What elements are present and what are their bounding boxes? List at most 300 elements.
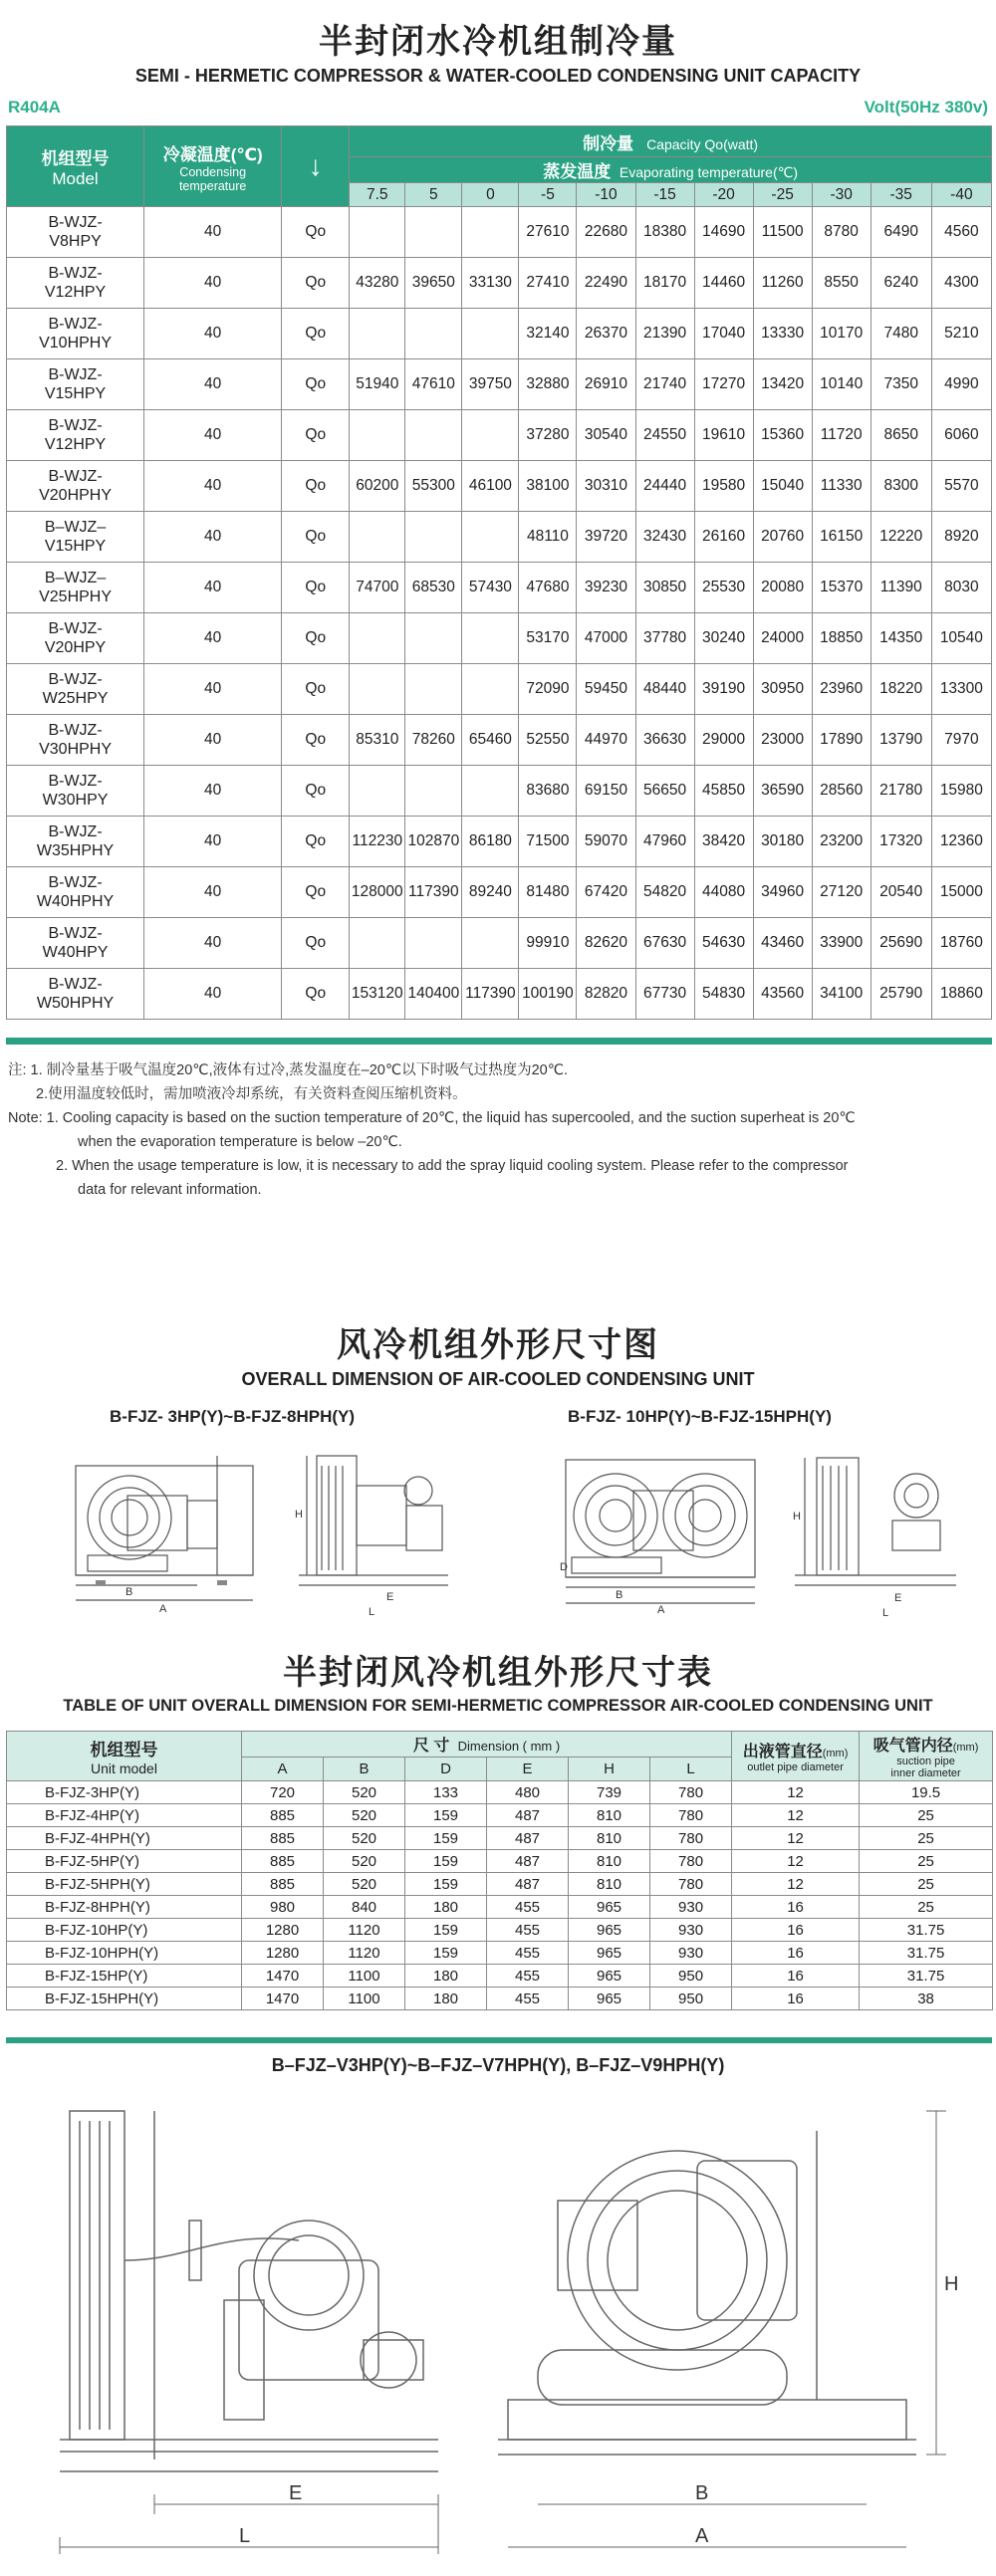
dimension-table-title-en: TABLE OF UNIT OVERALL DIMENSION FOR SEMI-HERMETIC COMPRESSOR AIR-COOLED CONDENSING UNIT	[63, 1697, 933, 1715]
outlet-diameter-cell: 12	[732, 1850, 860, 1873]
capacity-cell: 100190	[519, 969, 577, 1020]
dimension-cell: 885	[242, 1850, 324, 1873]
capacity-cell: 81480	[519, 867, 577, 918]
large-unit-front-drawing	[556, 1446, 765, 1615]
condensing-temp-cell: 40	[144, 715, 282, 766]
evap-temp: -10	[577, 183, 635, 207]
dimension-drawing-title-cn: 风冷机组外形尺寸图	[337, 1325, 659, 1365]
capacity-cell: 18760	[931, 918, 991, 969]
dim-a-label: A	[695, 2525, 709, 2547]
model-cell: B-WJZ- V15HPY	[7, 359, 144, 410]
dimension-cell: 455	[487, 1965, 569, 1988]
condensing-temp-cell: 40	[144, 410, 282, 461]
capacity-cell: 26160	[694, 512, 753, 563]
voltage-label: Volt(50Hz 380v)	[864, 98, 988, 117]
qo-cell: Qo	[282, 461, 350, 512]
capacity-cell: 43560	[753, 969, 812, 1020]
condensing-temp-cell: 40	[144, 207, 282, 258]
qo-cell: Qo	[282, 715, 350, 766]
suction-diameter-cell: 31.75	[860, 1919, 993, 1942]
capacity-cell: 15360	[753, 410, 812, 461]
qo-cell: Qo	[282, 258, 350, 309]
unit-model-cell: B-FJZ-10HPH(Y)	[7, 1942, 242, 1965]
capacity-cell: 54630	[694, 918, 753, 969]
capacity-cell	[462, 613, 519, 664]
capacity-cell: 10170	[812, 309, 871, 359]
dimension-cell: 1470	[242, 1965, 324, 1988]
capacity-cell: 39720	[577, 512, 635, 563]
small-unit-side-drawing	[289, 1446, 458, 1620]
capacity-cell: 20080	[753, 563, 812, 613]
capacity-cell: 26910	[577, 359, 635, 410]
capacity-cell: 59070	[577, 817, 635, 867]
notes	[8, 1058, 992, 1202]
dimension-cell: 159	[405, 1850, 487, 1873]
capacity-cell: 65460	[462, 715, 519, 766]
dimension-cell: 487	[487, 1873, 569, 1896]
capacity-cell	[350, 309, 405, 359]
model-header: 机组型号 Model	[7, 126, 144, 207]
capacity-header: 制冷量 Capacity Qo(watt)	[350, 126, 992, 157]
capacity-cell: 25530	[694, 563, 753, 613]
dim-e-label: E	[386, 1591, 394, 1603]
dimension-cell: 930	[650, 1919, 732, 1942]
condensing-temp-cell: 40	[144, 309, 282, 359]
capacity-cell: 24550	[635, 410, 694, 461]
suction-diameter-cell: 31.75	[860, 1942, 993, 1965]
capacity-cell: 22490	[577, 258, 635, 309]
unit-model-cell: B-FJZ-3HP(Y)	[7, 1781, 242, 1804]
capacity-cell: 82620	[577, 918, 635, 969]
model-cell: B-WJZ- W50HPHY	[7, 969, 144, 1020]
dimension-cell: 1120	[324, 1942, 405, 1965]
dimension-row	[7, 1873, 993, 1896]
capacity-cell	[405, 309, 462, 359]
evap-temp: -25	[753, 183, 812, 207]
dimension-row	[7, 1896, 993, 1919]
dimension-row	[7, 1965, 993, 1988]
dimension-cell: 487	[487, 1850, 569, 1873]
capacity-cell: 10140	[812, 359, 871, 410]
model-cell: B-WJZ- V20HPY	[7, 613, 144, 664]
capacity-cell: 16150	[812, 512, 871, 563]
unit-model-cell: B-FJZ-10HP(Y)	[7, 1919, 242, 1942]
capacity-cell: 18860	[931, 969, 991, 1020]
dimension-cell: 1100	[324, 1965, 405, 1988]
capacity-cell	[350, 766, 405, 817]
model-cell: B-WJZ- V8HPY	[7, 207, 144, 258]
capacity-cell: 32140	[519, 309, 577, 359]
dimension-cell: 520	[324, 1781, 405, 1804]
capacity-cell: 36590	[753, 766, 812, 817]
dimension-cell: 159	[405, 1919, 487, 1942]
condensing-temp-cell: 40	[144, 817, 282, 867]
capacity-cell: 54820	[635, 867, 694, 918]
capacity-cell: 15040	[753, 461, 812, 512]
dimension-cell: 1100	[324, 1988, 405, 2010]
unit-model-cell: B-FJZ-8HPH(Y)	[7, 1896, 242, 1919]
capacity-cell	[350, 512, 405, 563]
dimension-cell: 180	[405, 1988, 487, 2010]
suction-diameter-cell: 38	[860, 1988, 993, 2010]
capacity-cell	[462, 766, 519, 817]
capacity-cell: 33130	[462, 258, 519, 309]
capacity-cell: 10540	[931, 613, 991, 664]
capacity-cell: 45850	[694, 766, 753, 817]
evap-temp: -20	[694, 183, 753, 207]
dim-l-label: L	[882, 1607, 889, 1619]
capacity-cell: 47610	[405, 359, 462, 410]
capacity-cell: 21740	[635, 359, 694, 410]
dimension-table-body	[7, 1781, 993, 2010]
dim-h-label: H	[944, 2273, 959, 2295]
capacity-cell: 99910	[519, 918, 577, 969]
capacity-cell: 18850	[812, 613, 871, 664]
capacity-cell: 128000	[350, 867, 405, 918]
dimension-cell: 180	[405, 1896, 487, 1919]
evap-temp: 5	[405, 183, 462, 207]
capacity-cell	[405, 410, 462, 461]
dim-col-l: L	[650, 1757, 732, 1781]
qo-cell: Qo	[282, 613, 350, 664]
capacity-cell	[462, 207, 519, 258]
capacity-cell: 20760	[753, 512, 812, 563]
capacity-cell: 48110	[519, 512, 577, 563]
condensing-header: 冷凝温度(℃) Condensing temperature	[144, 126, 282, 207]
dim-col-b: B	[324, 1757, 405, 1781]
dimension-cell: 965	[569, 1942, 650, 1965]
dimension-cell: 810	[569, 1850, 650, 1873]
capacity-row	[7, 664, 992, 715]
dimension-cell: 455	[487, 1942, 569, 1965]
dim-e-label: E	[894, 1592, 902, 1604]
capacity-cell: 30540	[577, 410, 635, 461]
capacity-cell: 17270	[694, 359, 753, 410]
condensing-temp-cell: 40	[144, 359, 282, 410]
capacity-row	[7, 766, 992, 817]
note-en-1-cont: when the evaporation temperature is below –20℃.	[78, 1134, 402, 1150]
capacity-cell	[405, 918, 462, 969]
suction-diameter-cell: 25	[860, 1827, 993, 1850]
dimension-cell: 133	[405, 1781, 487, 1804]
model-cell: B–WJZ– V15HPY	[7, 512, 144, 563]
unit-model-cell: B-FJZ-4HP(Y)	[7, 1804, 242, 1827]
dimension-cell: 980	[242, 1896, 324, 1919]
capacity-cell	[405, 512, 462, 563]
outlet-pipe-header: 出液管直径(mm) outlet pipe diameter	[732, 1732, 860, 1781]
capacity-cell: 27410	[519, 258, 577, 309]
capacity-cell: 8780	[812, 207, 871, 258]
capacity-cell: 57430	[462, 563, 519, 613]
capacity-cell: 13330	[753, 309, 812, 359]
dimension-cell: 487	[487, 1827, 569, 1850]
capacity-cell: 11720	[812, 410, 871, 461]
model-cell: B-WJZ- W25HPY	[7, 664, 144, 715]
capacity-cell: 27610	[519, 207, 577, 258]
capacity-cell: 4560	[931, 207, 991, 258]
suction-diameter-cell: 25	[860, 1804, 993, 1827]
dimension-cell: 780	[650, 1781, 732, 1804]
unit-model-cell: B-FJZ-5HPH(Y)	[7, 1873, 242, 1896]
capacity-cell: 47680	[519, 563, 577, 613]
capacity-cell: 47960	[635, 817, 694, 867]
dimension-cell: 159	[405, 1804, 487, 1827]
capacity-cell	[405, 613, 462, 664]
capacity-cell	[350, 613, 405, 664]
dimension-cell: 1470	[242, 1988, 324, 2010]
capacity-cell: 18170	[635, 258, 694, 309]
capacity-cell: 78260	[405, 715, 462, 766]
capacity-cell: 5210	[931, 309, 991, 359]
dimension-cell: 455	[487, 1988, 569, 2010]
unit-model-cell: B-FJZ-4HPH(Y)	[7, 1827, 242, 1850]
capacity-cell	[350, 410, 405, 461]
outlet-diameter-cell: 16	[732, 1965, 860, 1988]
dimension-cell: 965	[569, 1965, 650, 1988]
capacity-cell: 82820	[577, 969, 635, 1020]
capacity-cell: 25790	[871, 969, 931, 1020]
drawing-label-small: B-FJZ- 3HP(Y)~B-FJZ-8HPH(Y)	[110, 1407, 356, 1426]
capacity-cell: 8550	[812, 258, 871, 309]
capacity-row	[7, 969, 992, 1020]
capacity-cell: 24000	[753, 613, 812, 664]
capacity-cell: 13420	[753, 359, 812, 410]
capacity-cell: 26370	[577, 309, 635, 359]
dimension-cell: 885	[242, 1873, 324, 1896]
dim-b-label: B	[616, 1589, 623, 1601]
capacity-cell: 33900	[812, 918, 871, 969]
capacity-cell: 51940	[350, 359, 405, 410]
capacity-cell: 34960	[753, 867, 812, 918]
dimension-cell: 930	[650, 1942, 732, 1965]
capacity-cell	[350, 207, 405, 258]
capacity-cell: 52550	[519, 715, 577, 766]
suction-diameter-cell: 25	[860, 1873, 993, 1896]
capacity-cell: 44080	[694, 867, 753, 918]
qo-cell: Qo	[282, 563, 350, 613]
dimension-cell: 455	[487, 1919, 569, 1942]
capacity-table-body	[7, 207, 992, 1020]
capacity-cell: 43460	[753, 918, 812, 969]
condensing-temp-cell: 40	[144, 258, 282, 309]
outlet-diameter-cell: 12	[732, 1804, 860, 1827]
dim-a-label: A	[159, 1603, 167, 1615]
capacity-cell: 18380	[635, 207, 694, 258]
dimension-cell: 965	[569, 1988, 650, 2010]
dimension-cell: 720	[242, 1781, 324, 1804]
outlet-diameter-cell: 12	[732, 1827, 860, 1850]
dimension-cell: 520	[324, 1827, 405, 1850]
outlet-diameter-cell: 12	[732, 1873, 860, 1896]
v-series-front-drawing	[498, 2101, 966, 2559]
capacity-cell: 8920	[931, 512, 991, 563]
condensing-temp-cell: 40	[144, 563, 282, 613]
model-cell: B-WJZ- V30HPHY	[7, 715, 144, 766]
dim-col-e: E	[487, 1757, 569, 1781]
capacity-cell: 89240	[462, 867, 519, 918]
dimension-row	[7, 1781, 993, 1804]
capacity-cell: 15980	[931, 766, 991, 817]
dimension-cell: 950	[650, 1988, 732, 2010]
capacity-cell: 28560	[812, 766, 871, 817]
capacity-cell: 11500	[753, 207, 812, 258]
capacity-cell: 67420	[577, 867, 635, 918]
dim-col-a: A	[242, 1757, 324, 1781]
dimension-header: 尺 寸 Dimension ( mm )	[242, 1732, 732, 1757]
capacity-cell: 19580	[694, 461, 753, 512]
v-series-side-drawing	[40, 2101, 458, 2559]
note-en-2: 2. When the usage temperature is low, it is necessary to add the spray liquid cooling system. Please refer to the compressor	[56, 1158, 849, 1174]
capacity-cell	[405, 207, 462, 258]
v-series-label: B–FJZ–V3HP(Y)~B–FJZ–V7HPH(Y), B–FJZ–V9HPH(Y)	[271, 2055, 725, 2075]
capacity-cell: 60200	[350, 461, 405, 512]
capacity-row	[7, 258, 992, 309]
dimension-cell: 159	[405, 1827, 487, 1850]
model-cell: B-WJZ- V12HPY	[7, 258, 144, 309]
dimension-cell: 780	[650, 1850, 732, 1873]
capacity-cell: 14460	[694, 258, 753, 309]
qo-cell: Qo	[282, 512, 350, 563]
dimension-table-title-cn: 半封闭风冷机组外形尺寸表	[283, 1653, 713, 1693]
capacity-cell: 11330	[812, 461, 871, 512]
capacity-cell: 7970	[931, 715, 991, 766]
qo-cell: Qo	[282, 817, 350, 867]
dimension-row	[7, 1919, 993, 1942]
capacity-row	[7, 309, 992, 359]
capacity-cell	[462, 918, 519, 969]
capacity-cell: 47000	[577, 613, 635, 664]
note-cn-1: 注: 1. 制冷量基于吸气温度20℃,液体有过冷,蒸发温度在–20℃以下时吸气过热度为20℃.	[8, 1062, 569, 1078]
dimension-row	[7, 1804, 993, 1827]
qo-cell: Qo	[282, 207, 350, 258]
condensing-temp-cell: 40	[144, 918, 282, 969]
capacity-cell: 20540	[871, 867, 931, 918]
suction-diameter-cell: 25	[860, 1850, 993, 1873]
dim-b-label: B	[125, 1586, 133, 1598]
capacity-cell	[462, 410, 519, 461]
section-divider	[6, 2037, 992, 2043]
dim-h-label: H	[793, 1511, 801, 1522]
capacity-table	[6, 125, 992, 1020]
model-cell: B-WJZ- W35HPHY	[7, 817, 144, 867]
qo-cell: Qo	[282, 918, 350, 969]
capacity-cell: 30310	[577, 461, 635, 512]
capacity-cell: 17890	[812, 715, 871, 766]
capacity-cell: 18220	[871, 664, 931, 715]
capacity-row	[7, 512, 992, 563]
dimension-cell: 965	[569, 1919, 650, 1942]
note-cn-2: 2.使用温度较低时，需加喷液冷却系统，有关资料查阅压缩机资料。	[36, 1086, 467, 1102]
capacity-cell: 8300	[871, 461, 931, 512]
capacity-cell: 39190	[694, 664, 753, 715]
evap-temp: -35	[871, 183, 931, 207]
capacity-cell: 14690	[694, 207, 753, 258]
capacity-cell: 71500	[519, 817, 577, 867]
capacity-cell: 36630	[635, 715, 694, 766]
capacity-cell: 59450	[577, 664, 635, 715]
outlet-diameter-cell: 16	[732, 1919, 860, 1942]
capacity-cell: 53170	[519, 613, 577, 664]
dimension-cell: 480	[487, 1781, 569, 1804]
capacity-cell: 30180	[753, 817, 812, 867]
dimension-cell: 780	[650, 1827, 732, 1850]
dimension-cell: 810	[569, 1804, 650, 1827]
capacity-cell	[405, 766, 462, 817]
capacity-title-cn: 半封闭水冷机组制冷量	[319, 22, 677, 62]
condensing-temp-cell: 40	[144, 512, 282, 563]
dimension-cell: 159	[405, 1873, 487, 1896]
capacity-cell: 11390	[871, 563, 931, 613]
capacity-row	[7, 613, 992, 664]
capacity-cell: 38420	[694, 817, 753, 867]
dimension-cell: 810	[569, 1873, 650, 1896]
outlet-diameter-cell: 12	[732, 1781, 860, 1804]
down-arrow-icon: ↓	[282, 126, 350, 207]
capacity-cell: 14350	[871, 613, 931, 664]
capacity-cell: 39750	[462, 359, 519, 410]
capacity-row	[7, 918, 992, 969]
capacity-cell: 153120	[350, 969, 405, 1020]
capacity-cell: 55300	[405, 461, 462, 512]
dimension-cell: 1120	[324, 1919, 405, 1942]
suction-diameter-cell: 25	[860, 1896, 993, 1919]
evaporating-header: 蒸发温度 Evaporating temperature(℃)	[350, 157, 992, 183]
capacity-cell: 30950	[753, 664, 812, 715]
refrigerant-label: R404A	[8, 98, 61, 117]
capacity-cell: 69150	[577, 766, 635, 817]
dimension-cell: 885	[242, 1804, 324, 1827]
model-cell: B-WJZ- V20HPHY	[7, 461, 144, 512]
outlet-diameter-cell: 16	[732, 1896, 860, 1919]
capacity-cell: 117390	[405, 867, 462, 918]
dimension-cell: 780	[650, 1873, 732, 1896]
capacity-cell: 12360	[931, 817, 991, 867]
capacity-cell: 85310	[350, 715, 405, 766]
dimension-cell: 520	[324, 1850, 405, 1873]
capacity-cell: 23000	[753, 715, 812, 766]
capacity-cell: 27120	[812, 867, 871, 918]
qo-cell: Qo	[282, 309, 350, 359]
dimension-cell: 159	[405, 1942, 487, 1965]
capacity-cell: 13790	[871, 715, 931, 766]
capacity-cell: 4300	[931, 258, 991, 309]
capacity-cell: 6060	[931, 410, 991, 461]
dim-b-label: B	[695, 2482, 709, 2504]
condensing-temp-cell: 40	[144, 766, 282, 817]
capacity-cell: 44970	[577, 715, 635, 766]
unit-model-cell: B-FJZ-15HP(Y)	[7, 1965, 242, 1988]
capacity-cell: 7350	[871, 359, 931, 410]
capacity-cell: 38100	[519, 461, 577, 512]
capacity-cell: 29000	[694, 715, 753, 766]
dimension-cell: 520	[324, 1873, 405, 1896]
suction-diameter-cell: 19.5	[860, 1781, 993, 1804]
outlet-diameter-cell: 16	[732, 1942, 860, 1965]
dimension-cell: 780	[650, 1804, 732, 1827]
dimension-table	[6, 1731, 993, 2010]
capacity-title-en: SEMI - HERMETIC COMPRESSOR & WATER-COOLED CONDENSING UNIT CAPACITY	[134, 66, 862, 86]
dimension-cell: 455	[487, 1896, 569, 1919]
capacity-cell: 23200	[812, 817, 871, 867]
capacity-cell: 7480	[871, 309, 931, 359]
capacity-cell: 117390	[462, 969, 519, 1020]
dimension-cell: 739	[569, 1781, 650, 1804]
condensing-temp-cell: 40	[144, 969, 282, 1020]
capacity-cell: 37280	[519, 410, 577, 461]
qo-cell: Qo	[282, 359, 350, 410]
capacity-row	[7, 359, 992, 410]
capacity-cell: 30850	[635, 563, 694, 613]
